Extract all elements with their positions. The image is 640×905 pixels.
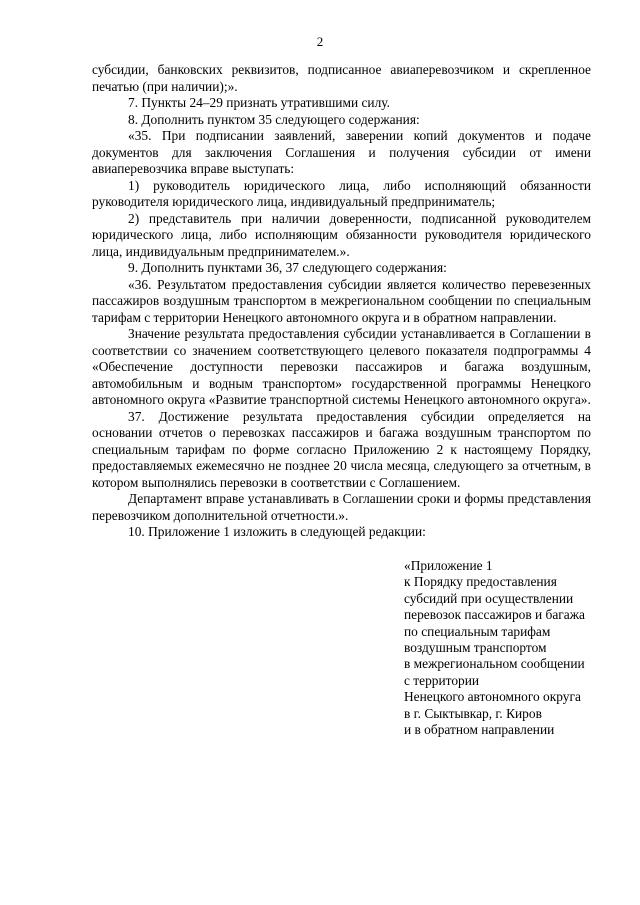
annex-heading-block <box>404 558 604 738</box>
paragraph-result-value: Значение результата предоставления субсидии устанавливается в Соглашении в соответствии со значением соответствующего целевого показателя подпрограммы 4 «Обеспечение доступности перевозки пассажиров и багажа воздушным, автомобильным и водным транспортом» государственной программы Ненецкого автономного округа «Развитие транспортной системы Ненецкого автономного округа». <box>92 326 591 407</box>
paragraph-item-10: 10. Приложение 1 изложить в следующей редакции: <box>128 524 426 539</box>
annex-line: Ненецкого автономного округа <box>404 689 581 705</box>
paragraph-department-right: Департамент вправе устанавливать в Соглашении сроки и формы представления перевозчиком дополнительной отчетности.». <box>92 491 591 523</box>
paragraph-clause-35-sub-2: 2) представитель при наличии доверенности, подписанной руководителем юридического лица, либо исполняющим обязанности руководителя юридического лица, индивидуальным предпринимателем.». <box>92 210 591 259</box>
paragraph-item-8: 8. Дополнить пунктом 35 следующего содержания: <box>128 111 420 127</box>
page-number: 2 <box>316 34 324 49</box>
annex-line: воздушным транспортом <box>404 640 547 656</box>
paragraph-continuation: субсидии, банковских реквизитов, подписанное авиаперевозчиком и скрепленное печатью (при наличии);». <box>92 62 591 94</box>
annex-line: к Порядку предоставления <box>404 574 557 590</box>
annex-line: перевозок пассажиров и багажа <box>404 607 585 623</box>
paragraph-item-7: 7. Пункты 24–29 признать утратившими силу. <box>128 95 390 110</box>
paragraph-clause-35: «35. При подписании заявлений, заверении копий документов и подаче документов для заключения Соглашения и получения субсидии от имени авиаперевозчика вправе выступать: <box>92 128 591 176</box>
document-body <box>92 62 591 541</box>
annex-line: и в обратном направлении <box>404 722 555 738</box>
paragraph-clause-36: «36. Результатом предоставления субсидии является количество перевезенных пассажиров воздушным транспортом в межрегиональном сообщении по специальным тарифам с территории Ненецкого автономного округа и в обратном направлении. <box>92 276 591 325</box>
annex-line: по специальным тарифам <box>404 623 551 639</box>
annex-line: субсидий при осуществлении <box>404 590 574 606</box>
paragraph-clause-37: 37. Достижение результата предоставления субсидии определяется на основании отчетов о перевозках пассажиров и багажа воздушным транспортом по специальным тарифам по форме согласно Приложению 2 к настоящему Порядку, предоставляемых ежемесячно не позднее 20 числа месяца, следующего за отчетным, в котором выполнялись перевозки в соответствии с Соглашением. <box>92 408 591 490</box>
annex-line: «Приложение 1 <box>404 558 493 573</box>
annex-line: с территории <box>404 672 480 688</box>
annex-line: в г. Сыктывкар, г. Киров <box>404 705 542 721</box>
annex-line: в межрегиональном сообщении <box>404 656 585 672</box>
paragraph-item-9: 9. Дополнить пунктами 36, 37 следующего содержания: <box>128 260 447 275</box>
paragraph-clause-35-sub-1: 1) руководитель юридического лица, либо исполняющий обязанности руководителя юридического лица, индивидуальный предприниматель; <box>92 177 591 209</box>
